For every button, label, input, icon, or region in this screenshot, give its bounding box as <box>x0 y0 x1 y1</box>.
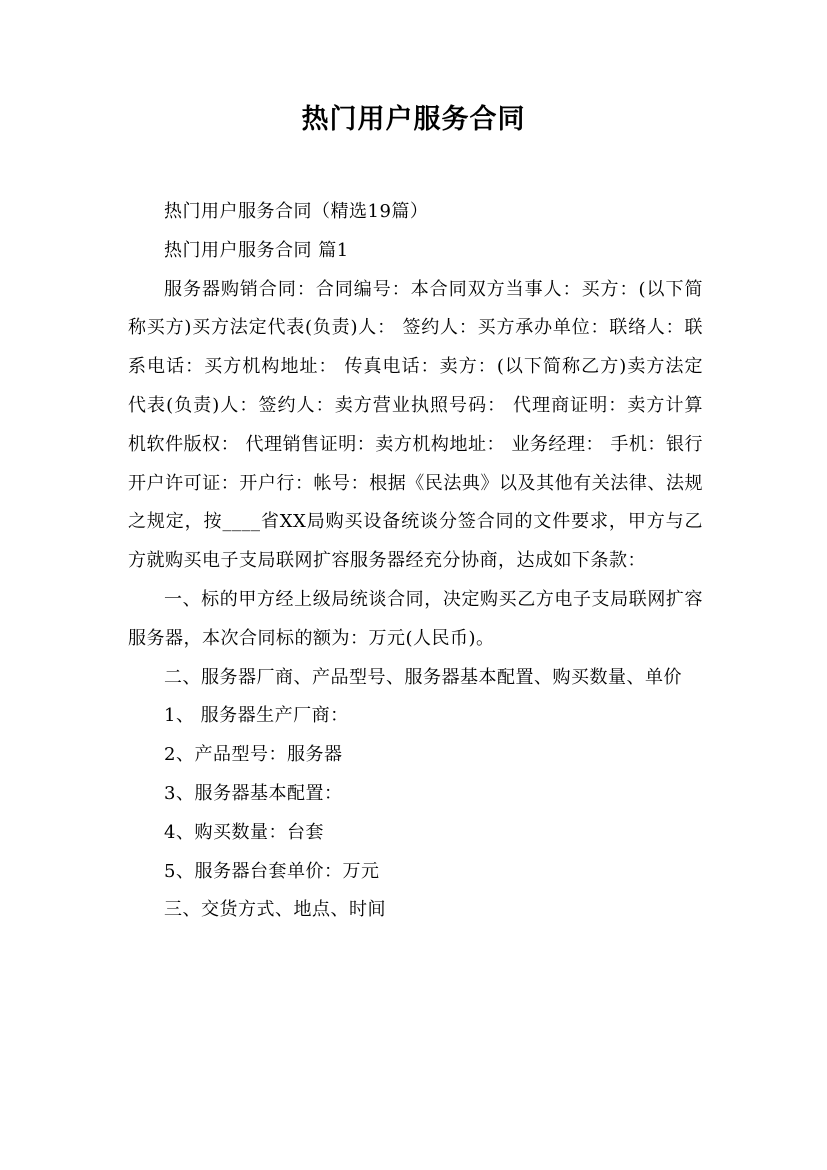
paragraph-subtitle: 热门用户服务合同（精选19篇） <box>164 201 429 222</box>
paragraph-item-4: 4、购买数量：台套 <box>164 821 324 843</box>
paragraph-clause-3: 三、交货方式、地点、时间 <box>164 899 386 921</box>
document-title: 热门用户服务合同 <box>301 104 526 135</box>
paragraph-item-3: 3、服务器基本配置： <box>164 782 343 804</box>
document-body <box>128 193 703 930</box>
paragraph-clause-1: 一、标的甲方经上级局统谈合同，决定购买乙方电子支局联网扩容服务器，本次合同标的额为：万元(人民币)。 <box>128 588 703 649</box>
paragraph-section-heading: 热门用户服务合同 篇1 <box>164 239 349 261</box>
paragraph-clause-2: 二、服务器厂商、产品型号、服务器基本配置、购买数量、单价 <box>164 666 682 688</box>
paragraph-contract-preamble: 服务器购销合同：合同编号：本合同双方当事人：买方：(以下简称买方)买方法定代表(负责)人： 签约人：买方承办单位：联络人：联系电话：买方机构地址： 传真电话：卖方：(以下简称乙方)卖方法定代表(负责)人：签约人：卖方营业执照号码： 代理商证明：卖方计算机软件版权： 代理销售证明：卖方机构地址： 业务经理： 手机：银行开户许可证：开户行：帐号：根据《民法典》以及其他有关法律、法规之规定，按____省XX局购买设备统谈分签合同的文件要求，甲方与乙方就购买电子支局联网扩容服务器经充分协商，达成如下条款： <box>128 278 703 572</box>
paragraph-item-1: 1、 服务器生产厂商： <box>164 705 349 727</box>
paragraph-item-5: 5、服务器台套单价：万元 <box>164 860 380 882</box>
paragraph-item-2: 2、产品型号：服务器 <box>164 744 343 766</box>
